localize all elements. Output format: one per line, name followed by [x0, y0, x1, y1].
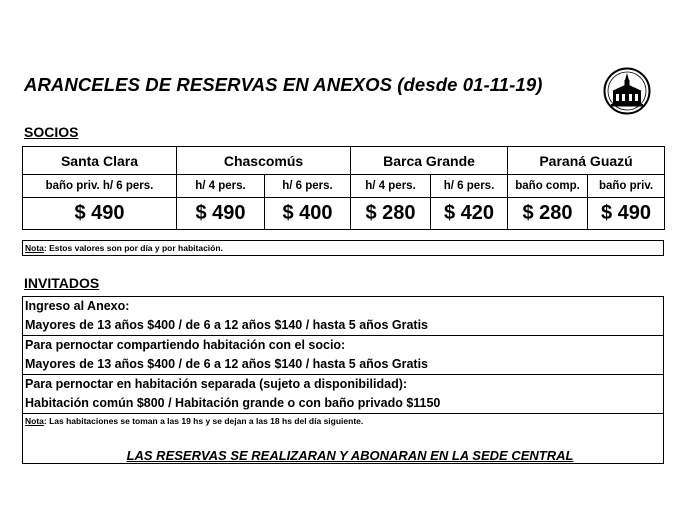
- footer-notice: LAS RESERVAS SE REALIZARAN Y ABONARAN EN LA SEDE CENTRAL: [126, 448, 574, 463]
- invitados-separate-room-block: [23, 375, 663, 414]
- room-type: h/ 6 pers.: [265, 175, 351, 198]
- invitados-line: Para pernoctar compartiendo habitación con el socio:: [25, 338, 346, 352]
- location-santa-clara: Santa Clara: [23, 147, 177, 175]
- page-title: ARANCELES DE RESERVAS EN ANEXOS (desde 01-11-19): [24, 74, 543, 95]
- price: $ 490: [23, 198, 177, 230]
- socios-heading: SOCIOS: [24, 124, 79, 140]
- room-type: baño comp.: [508, 175, 588, 198]
- socios-note: [22, 240, 664, 256]
- note-text: : Estos valores son por día y por habitación.: [43, 243, 223, 253]
- invitados-note: [23, 414, 663, 428]
- prices-row: [23, 198, 665, 230]
- invitados-line: Habitación común $800 / Habitación grande o con baño privado $1150: [25, 396, 441, 410]
- invitados-heading: INVITADOS: [24, 275, 100, 291]
- socios-rates-table: [22, 146, 665, 230]
- note-label: Nota: [25, 243, 44, 253]
- price: $ 400: [265, 198, 351, 230]
- price: $ 420: [431, 198, 508, 230]
- note-text: : Las habitaciones se toman a las 19 hs y se dejan a las 18 hs del día siguiente.: [43, 416, 364, 426]
- price: $ 280: [508, 198, 588, 230]
- room-types-row: [23, 175, 665, 198]
- invitados-box: [22, 296, 664, 464]
- invitados-line: Ingreso al Anexo:: [25, 299, 130, 313]
- room-type: baño priv. h/ 6 pers.: [23, 175, 177, 198]
- invitados-line: Para pernoctar en habitación separada (sujeto a disponibilidad):: [25, 377, 408, 391]
- room-type: h/ 4 pers.: [177, 175, 265, 198]
- invitados-shared-room-block: [23, 336, 663, 375]
- room-type: baño priv.: [588, 175, 665, 198]
- invitados-line: Mayores de 13 años $400 / de 6 a 12 años $140 / hasta 5 años Gratis: [25, 318, 428, 332]
- invitados-entry-block: [23, 297, 663, 336]
- price: $ 490: [588, 198, 665, 230]
- price: $ 490: [177, 198, 265, 230]
- invitados-line: Mayores de 13 años $400 / de 6 a 12 años $140 / hasta 5 años Gratis: [25, 357, 428, 371]
- room-type: h/ 4 pers.: [351, 175, 431, 198]
- location-chascomus: Chascomús: [177, 147, 351, 175]
- club-building-emblem-icon: [603, 67, 651, 115]
- price: $ 280: [351, 198, 431, 230]
- locations-row: [23, 147, 665, 175]
- location-parana-guazu: Paraná Guazú: [508, 147, 665, 175]
- note-label: Nota: [25, 416, 44, 426]
- room-type: h/ 6 pers.: [431, 175, 508, 198]
- location-barca-grande: Barca Grande: [351, 147, 508, 175]
